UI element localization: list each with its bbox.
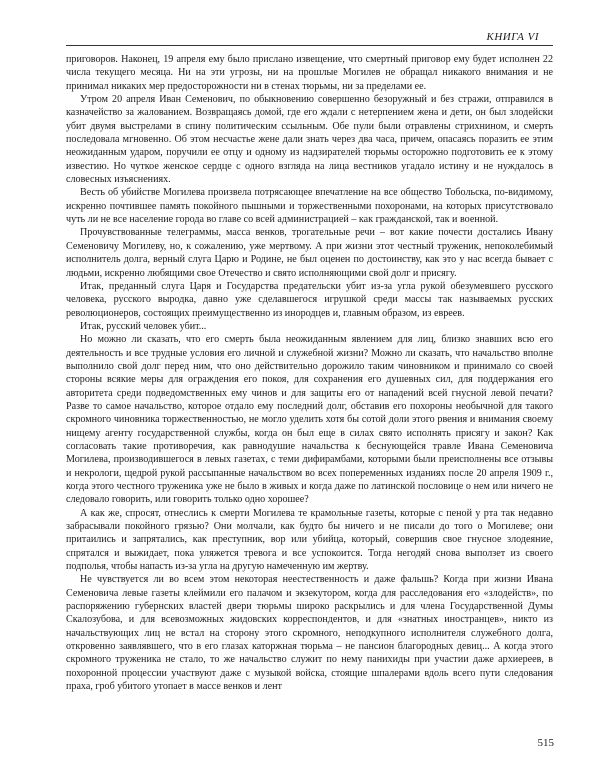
body-text bbox=[66, 53, 553, 694]
paragraph-7: Но можно ли сказать, что его смерть была неожиданным явлением для лиц, близко знавших всю его деятельность и все трудные условия его личной и служебной жизни? Можно ли сказать, что начальство вполне выполнило свой долг перед ним, что оно действительно дорожило таким чиновником и принимало со своей стороны всякие меры для ограждения его покоя, для сохранения его душевных сил, для поддержания его авторитета среди подведомственных ему чинов и для защиты его от нападений всей гнусной левой печати? Разве то самое начальство, которое отдало ему последний долг, обставив его похороны необычной для такого скромного чиновника торжественностью, не могло уделить хотя бы сотой доли этого рвения и внимания своему нищему агенту государственной службы, когда он был еще в силах свято исполнять присягу и закон? Как согласовать такие противоречия, как равнодушие начальства к беснующейся травле Ивана Семеновича Могилева, производившегося в левых газетах, с теми дифирамбами, которыми были преисполнены все отзывы и некрологи, щедрой рукой рассыпанные начальством во всех попеременных изданиях после 20 апреля 1909 г., когда этого честного труженика уже не было в живых и когда даже по латинской пословице о нем или ничего не следовало говорить, или говорить только одно хорошее? bbox=[66, 334, 553, 506]
paragraph-8: А как же, спросят, отнеслись к смерти Могилева те крамольные газеты, которые с пеной у рта так недавно забрасывали покойного грязью? Они молчали, как будто бы ничего и не писали до того о Могилеве; они притаились и запрятались, как преступник, вор или убийца, который, совершив свое гнусное злодеяние, спрятался и выжидает, пока уляжется тревога и все успокоится. Тогда негодяй снова выползет из своего подполья, чтобы напасть из-за угла на другую намеченную им жертву. bbox=[66, 507, 553, 573]
paragraph-5: Итак, преданный слуга Царя и Государства предательски убит из-за угла рукой обезумевшего русского человека, русского выродка, давно уже сделавшегося игрушкой среди массы так называемых русских революционеров, состоящих преимущественно из инородцев и, главным образом, из евреев. bbox=[66, 280, 553, 319]
paragraph-4: Прочувствованные телеграммы, масса венков, трогательные речи – вот какие почести достались Ивану Семеновичу Могилеву, но, к сожалению, уже мертвому. А при жизни этот честный труженик, непоколебимый исполнитель долга, верный слуга Царю и Родине, не был оценен по достоинству, как это у нас всегда бывает с людьми, искренно любящими свое Отечество и свято исполняющими свой долг и присягу. bbox=[66, 227, 553, 279]
paragraph-2: Утром 20 апреля Иван Семенович, по обыкновению совершенно безоружный и без стражи, отправился в казначейство за жалованием. Возвращаясь домой, где его ждали с нетерпением жена и дети, он был злодейски убит двумя выстрелами в спину политическим ссыльным. Обе пули были отравлены стрихнином, и смерть последовала мгновенно. Об этом несчастье жене дали знать через два часа, причем, опасаясь поразить ее этим неожиданным ударом, поручили ее отцу и одному из надзирателей тюрьмы осторожно подготовить ее к этому известию. Но чуткое женское сердце с одного взгляда на лица вестников угадало истину и не нуждалось в словесных изъяснениях. bbox=[66, 94, 553, 186]
header-rule bbox=[66, 45, 553, 46]
running-header: КНИГА VI bbox=[486, 31, 539, 43]
paragraph-1: приговоров. Наконец, 19 апреля ему было прислано извещение, что смертный приговор ему будет исполнен 22 числа текущего месяца. Ни на эти угрозы, ни на прошлые Могилев не обращал никакого внимания и не принимал никаких мер предосторожности ни в стенах тюрьмы, ни за пределами ее. bbox=[66, 54, 553, 92]
paragraph-3: Весть об убийстве Могилева произвела потрясающее впечатление на все общество Тобольска, по-видимому, искренно почтившее память покойного пышными и торжественными похоронами, на которых присутствовало чуть ли не все население города во главе со всей администрацией – как гражданской, так и военной. bbox=[66, 187, 553, 226]
book-page bbox=[66, 30, 553, 694]
paragraph-6: Итак, русский человек убит... bbox=[80, 320, 207, 332]
paragraph-9: Не чувствуется ли во всем этом некоторая неестественность и даже фальшь? Когда при жизни Ивана Семеновича левые газеты клеймили его палачом и экзекутором, когда для расследования его «злодейств», по распоряжению губернских властей двери тюрьмы широко раскрылись и для члена Государственной Думы Скалозубова, и для всевозможных жидовских корреспондентов, и для «знатных иностранцев», никто из начальствующих лиц не встал на сторону этого скромного, неподкупного исполнителя служебного долга, откровенно заявлявшего, что в его глазах каторжная тюрьма – не пансион благородных девиц... А когда этого скромного труженика не стало, то же начальство служит по нему панихиды при участии даже архиереев, в похоронной процессии участвуют даже с музыкой войска, стоящие шпалерами вдоль всего пути следования праха, гроб убитого утопает в массе венков и лент bbox=[66, 574, 553, 693]
page-number: 515 bbox=[537, 737, 554, 749]
